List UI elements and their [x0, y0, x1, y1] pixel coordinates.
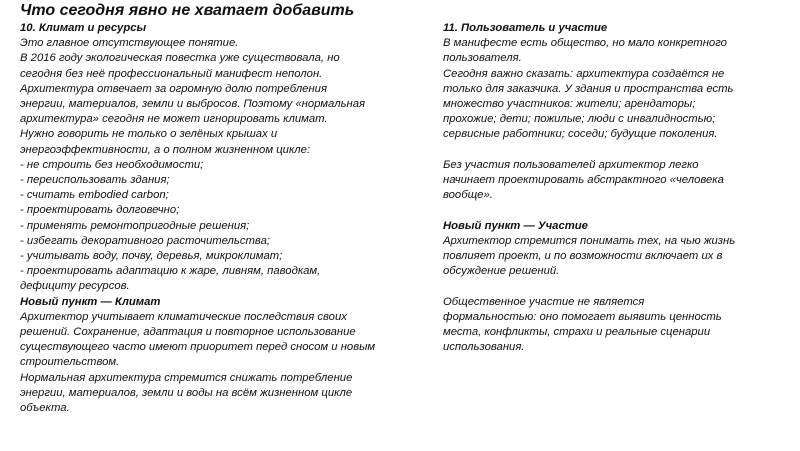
text-line: Без участия пользователей архитектор легко — [443, 158, 699, 171]
text-line: множество участников: жители; арендаторы; — [443, 98, 696, 111]
text-line: сегодня без неё профессиональный манифест неполон. — [20, 67, 323, 80]
text-line: начинает проектировать абстрактного «человека — [443, 174, 724, 187]
text-line: пользователя. — [443, 52, 522, 65]
text-line: В манифесте есть общество, но мало конкретного — [443, 37, 727, 50]
text-line: Это главное отсутствующее понятие. — [20, 37, 239, 50]
text-line: Нужно говорить не только о зелёных крышах и — [20, 128, 278, 141]
new-point-participation-heading: Новый пункт — Участие — [443, 219, 588, 232]
text-line: энергии, материалов, земли и воды на всём жизненном цикле — [20, 386, 353, 399]
text-line: энергоэффективности, а о полном жизненном цикле: — [20, 143, 311, 156]
new-point-climate-heading: Новый пункт — Климат — [20, 295, 161, 308]
section-heading-participation: 11. Пользователь и участие — [443, 22, 608, 34]
page-title: Что сегодня явно не хватает добавить — [20, 2, 355, 19]
abstract-person-paragraph — [443, 158, 788, 204]
climate-paragraph — [20, 36, 425, 294]
text-line: использования. — [443, 341, 525, 354]
text-line: - избегать декоративного расточительства; — [20, 234, 270, 247]
text-line: - не строить без необходимости; — [20, 158, 204, 171]
text-line: - проектировать долговечно; — [20, 204, 180, 217]
left-column — [20, 21, 425, 416]
public-participation-paragraph — [443, 295, 788, 356]
right-column — [443, 21, 788, 355]
text-line: - проектировать адаптацию к жаре, ливням, паводкам, — [20, 265, 321, 278]
text-line: Сегодня важно сказать: архитектура создаётся не — [443, 67, 725, 80]
text-line: повлияет проект, и по возможности включает их в — [443, 250, 723, 263]
text-line: вообще». — [443, 189, 493, 202]
text-line: существующего часто имеют приоритет перед сносом и новым — [20, 341, 376, 354]
section-heading-climate: 10. Климат и ресурсы — [20, 22, 147, 34]
text-line: - переиспользовать здания; — [20, 174, 170, 187]
text-line: энергии, материалов, земли и выбросов. Поэтому «нормальная — [20, 98, 366, 111]
new-point-climate-paragraph — [20, 310, 425, 416]
text-line: Архитектор стремится понимать тех, на чью жизнь — [443, 234, 736, 247]
text-line: Нормальная архитектура стремится снижать потребление — [20, 371, 353, 384]
text-line: - учитывать воду, почву, деревья, микроклимат; — [20, 250, 283, 263]
text-line: формальностью: оно помогает выявить ценность — [443, 310, 722, 323]
new-point-participation-paragraph — [443, 234, 788, 280]
text-line: места, конфликты, страхи и реальные сценарии — [443, 326, 711, 339]
text-line: архитектура» сегодня не может игнорировать климат. — [20, 113, 328, 126]
text-line: В 2016 году экологическая повестка уже существовала, но — [20, 52, 340, 65]
text-line: строительством. — [20, 356, 120, 369]
text-line: - применять ремонтопригодные решения; — [20, 219, 250, 232]
user-paragraph — [443, 36, 788, 142]
text-line: только для заказчика. У здания и пространства есть — [443, 82, 734, 95]
text-line: прохожие; дети; пожилые; люди с инвалидностью; — [443, 113, 716, 126]
text-line: объекта. — [20, 402, 70, 415]
text-line: сервисные работники; соседи; будущие поколения. — [443, 128, 718, 141]
text-line: дефициту ресурсов. — [20, 280, 130, 293]
text-line: - считать embodied carbon; — [20, 189, 169, 202]
text-line: обсуждение решений. — [443, 265, 560, 278]
text-line: Архитектура отвечает за огромную долю потребления — [20, 82, 328, 95]
text-line: решений. Сохранение, адаптация и повторное использование — [20, 326, 356, 339]
text-line: Архитектор учитывает климатические последствия своих — [20, 310, 347, 323]
text-line: Общественное участие не является — [443, 295, 645, 308]
